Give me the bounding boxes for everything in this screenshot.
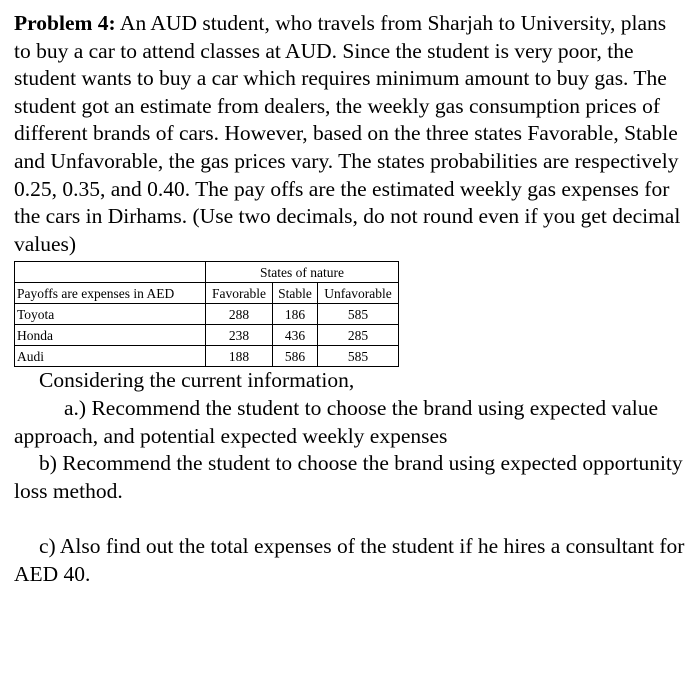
problem-document	[14, 10, 686, 588]
table-row	[15, 325, 399, 346]
payoff-table	[14, 261, 399, 367]
problem-text: An AUD student, who travels from Sharjah to University, plans to buy a car to attend classes at AUD. Since the student is very poor, the student wants to buy a car which requires minimum amount to buy gas. The student got an estimate from dealers, the weekly gas consumption prices of different brands of cars. However, based on the three states Favorable, Stable and Unfavorable, the gas prices vary. The states probabilities are respectively 0.25, 0.35, and 0.40. The pay offs are the estimated weekly gas expenses for the cars in Dirhams. (Use two decimals, do not round even if you get decimal values)	[14, 11, 681, 256]
column-header-favorable: Favorable	[206, 283, 273, 304]
table-header-row-columns	[15, 283, 399, 304]
problem-statement	[14, 10, 686, 258]
question-b-text: b) Recommend the student to choose the brand using expected opportunity loss method.	[14, 451, 683, 503]
questions-lead: Considering the current information,	[39, 368, 355, 393]
value-cell: 186	[273, 304, 318, 325]
questions-block	[14, 367, 686, 588]
question-c	[14, 533, 686, 588]
brand-cell: Honda	[15, 325, 206, 346]
value-cell: 585	[318, 346, 399, 367]
value-cell: 238	[206, 325, 273, 346]
blank-line	[14, 505, 686, 533]
value-cell: 285	[318, 325, 399, 346]
brand-cell: Audi	[15, 346, 206, 367]
table-row	[15, 304, 399, 325]
problem-label: Problem 4:	[14, 11, 116, 35]
question-a-text: a.) Recommend the student to choose the brand using expected value approach, and potential expected weekly expenses	[14, 395, 659, 448]
row-header-label: Payoffs are expenses in AED	[15, 283, 206, 304]
question-b	[14, 450, 686, 505]
value-cell: 288	[206, 304, 273, 325]
question-a	[14, 395, 686, 450]
question-c-text: c) Also find out the total expenses of the student if he hires a consultant for AED 40.	[14, 533, 685, 586]
value-cell: 585	[318, 304, 399, 325]
value-cell: 436	[273, 325, 318, 346]
table-header-row-states	[15, 262, 399, 283]
column-header-unfavorable: Unfavorable	[318, 283, 399, 304]
table-corner-cell	[15, 262, 206, 283]
table-row	[15, 346, 399, 367]
column-header-stable: Stable	[273, 283, 318, 304]
value-cell: 188	[206, 346, 273, 367]
brand-cell: Toyota	[15, 304, 206, 325]
value-cell: 586	[273, 346, 318, 367]
states-of-nature-header: States of nature	[206, 262, 399, 283]
